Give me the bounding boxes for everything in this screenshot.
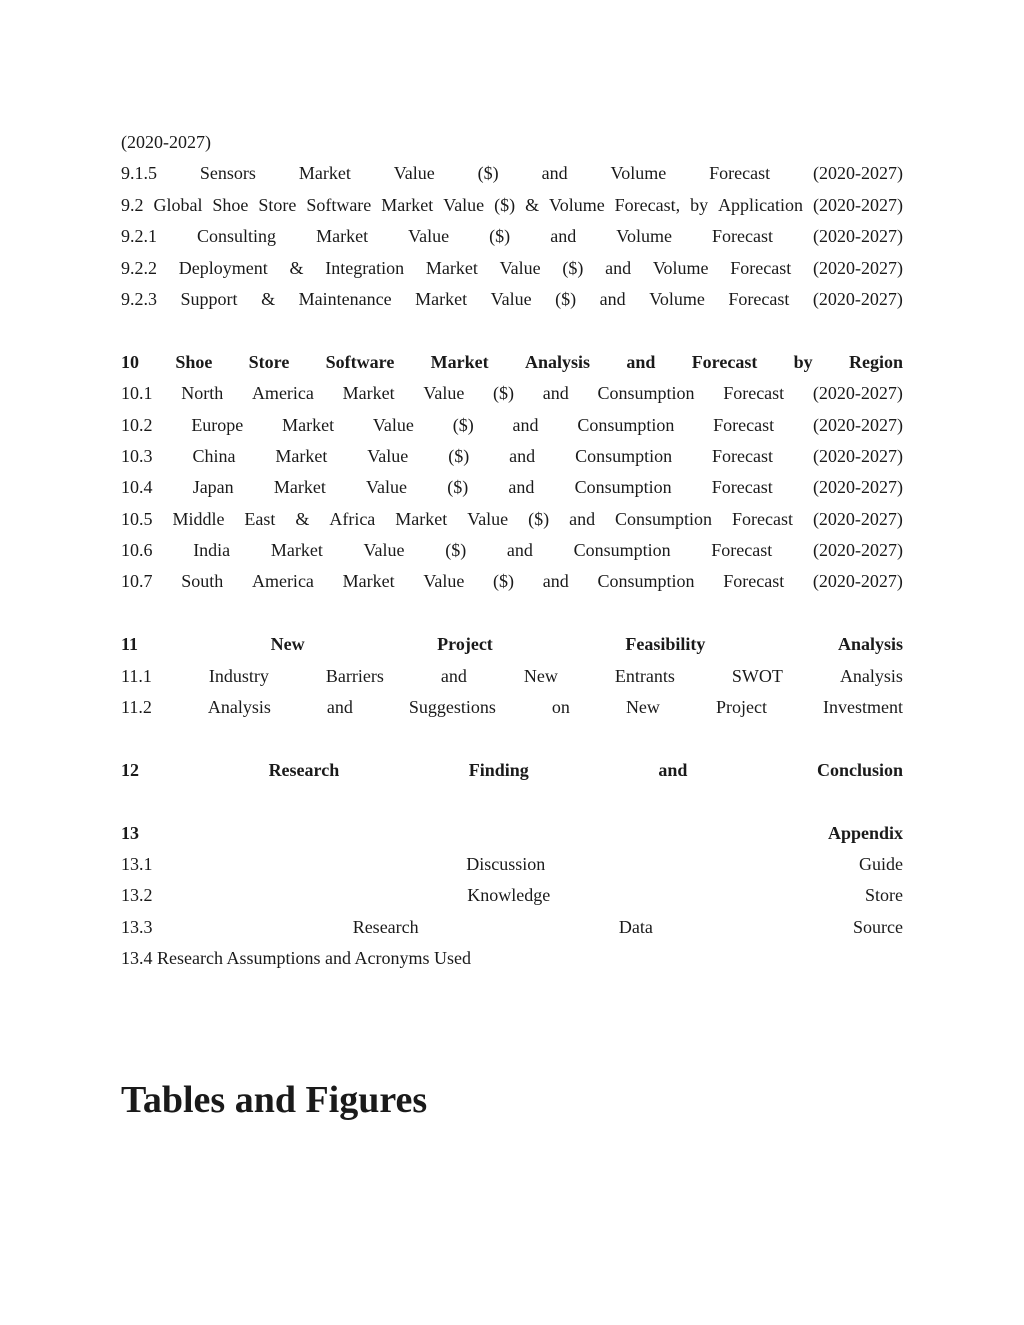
- toc-word: Suggestions: [408, 697, 496, 718]
- toc-word: and: [512, 414, 539, 435]
- toc-word: ($): [493, 571, 515, 592]
- toc-entry: [121, 221, 903, 252]
- toc-word: Value: [408, 226, 450, 247]
- toc-word: ($): [494, 194, 516, 215]
- toc-word: Maintenance: [298, 288, 392, 309]
- toc-word: Value: [423, 383, 465, 404]
- toc-word: ($): [489, 226, 511, 247]
- toc-word: (2020-2027): [813, 194, 903, 215]
- toc-word: Region: [849, 351, 903, 372]
- toc-word: 11.2: [121, 697, 152, 718]
- toc-word: and: [605, 257, 632, 278]
- toc-word: and: [541, 163, 568, 184]
- toc-word: Application: [718, 194, 804, 215]
- toc-word: (2020-2027): [812, 571, 903, 592]
- toc-word: 13.3: [121, 916, 153, 937]
- toc-word: Conclusion: [816, 759, 903, 780]
- toc-word: (2020-2027): [812, 540, 903, 561]
- toc-word: by: [793, 351, 813, 372]
- toc-word: Value: [393, 163, 435, 184]
- toc-word: Store: [248, 351, 290, 372]
- toc-word: Software: [325, 351, 395, 372]
- toc-word: Volume: [549, 194, 605, 215]
- toc-word: &: [289, 257, 304, 278]
- toc-word: Support: [180, 288, 238, 309]
- toc-word: Analysis: [839, 665, 903, 686]
- toc-word: and: [440, 665, 467, 686]
- toc-entry: [121, 661, 903, 692]
- toc-word: 10.1: [121, 383, 153, 404]
- toc-word: Market: [430, 351, 489, 372]
- toc-word: Volume: [652, 257, 709, 278]
- toc-word: Market: [415, 288, 468, 309]
- toc-word: Deployment: [178, 257, 268, 278]
- toc-entry: [121, 190, 903, 221]
- toc-word: ($): [555, 288, 577, 309]
- toc-word: Middle: [172, 508, 225, 529]
- toc-word: Consumption: [573, 540, 671, 561]
- toc-word: Forecast: [711, 477, 773, 498]
- toc-word: 10.5: [121, 508, 153, 529]
- toc-word: Consumption: [577, 414, 675, 435]
- toc-word: Forecast: [711, 226, 773, 247]
- toc-word: North: [181, 383, 224, 404]
- toc-word: 13.2: [121, 885, 153, 906]
- toc-chapter-heading: [121, 629, 903, 660]
- toc-word: 10.4: [121, 477, 153, 498]
- toc-word: Market: [298, 163, 351, 184]
- toc-word: &: [295, 508, 310, 529]
- toc-word: and: [506, 540, 533, 561]
- toc-word: Forecast: [709, 163, 771, 184]
- toc-word: Market: [275, 445, 328, 466]
- toc-word: Data: [618, 916, 653, 937]
- toc-word: (2020-2027): [812, 257, 903, 278]
- toc-word: Project: [715, 697, 767, 718]
- toc-word: Consumption: [597, 571, 695, 592]
- toc-word: Forecast: [732, 508, 793, 529]
- toc-word: Market: [381, 194, 434, 215]
- toc-word: Feasibility: [625, 634, 706, 655]
- toc-word: Market: [273, 477, 326, 498]
- toc-word: Value: [363, 540, 405, 561]
- toc-word: ($): [493, 383, 515, 404]
- toc-word: Forecast: [728, 288, 790, 309]
- toc-word: Value: [443, 194, 485, 215]
- toc-word: (2020-2027): [812, 383, 903, 404]
- toc-word: Discussion: [466, 853, 546, 874]
- toc-word: Shoe: [175, 351, 213, 372]
- toc-entry: [121, 253, 903, 284]
- toc-word: New: [523, 665, 558, 686]
- toc-word: 10.6: [121, 540, 153, 561]
- toc-word: and: [658, 759, 688, 780]
- toc-chapter-heading: [121, 755, 903, 786]
- toc-word: Sensors: [199, 163, 256, 184]
- toc-word: Market: [425, 257, 478, 278]
- toc-word: ($): [528, 508, 550, 529]
- toc-word: Shoe: [212, 194, 249, 215]
- toc-word: Forecast: [712, 445, 774, 466]
- toc-chapter-heading: [121, 818, 903, 849]
- toc-word: Store: [258, 194, 297, 215]
- toc-word: and: [626, 351, 656, 372]
- toc-word: &: [261, 288, 276, 309]
- toc-word: Project: [437, 634, 493, 655]
- toc-word: Investment: [822, 697, 903, 718]
- toc-entry: [121, 158, 903, 189]
- toc-word: Consumption: [574, 477, 672, 498]
- toc-word: Research: [352, 916, 419, 937]
- toc-word: ($): [448, 445, 470, 466]
- toc-entry: [121, 880, 903, 911]
- toc-word: 10.7: [121, 571, 153, 592]
- toc-word: 9.2.2: [121, 257, 157, 278]
- toc-word: Barriers: [325, 665, 384, 686]
- table-of-contents: [121, 127, 903, 975]
- toc-word: Appendix: [827, 822, 903, 843]
- toc-entry: [121, 692, 903, 723]
- toc-word: (2020-2027): [812, 477, 903, 498]
- toc-word: (2020-2027): [812, 414, 903, 435]
- toc-word: ($): [452, 414, 474, 435]
- toc-word: Forecast: [711, 540, 773, 561]
- toc-word: and: [569, 508, 596, 529]
- toc-word: Forecast,: [614, 194, 681, 215]
- toc-word: by: [690, 194, 709, 215]
- toc-word: (2020-2027): [121, 132, 211, 152]
- toc-word: on: [551, 697, 570, 718]
- toc-word: Source: [853, 916, 903, 937]
- toc-word: &: [525, 194, 540, 215]
- toc-word: Value: [467, 508, 509, 529]
- toc-word: Consumption: [597, 383, 695, 404]
- toc-entry: [121, 284, 903, 315]
- toc-word: (2020-2027): [812, 508, 903, 529]
- toc-word: Consulting: [197, 226, 277, 247]
- toc-word: and: [542, 571, 569, 592]
- blank-line: [121, 315, 903, 346]
- toc-word: 13: [121, 822, 139, 843]
- toc-entry: [121, 472, 903, 503]
- toc-entry: [121, 504, 903, 535]
- toc-word: Analysis: [837, 634, 903, 655]
- toc-word: Market: [270, 540, 323, 561]
- toc-word: Forecast: [730, 257, 792, 278]
- toc-word: Value: [423, 571, 465, 592]
- toc-word: ($): [477, 163, 499, 184]
- toc-word: and: [599, 288, 626, 309]
- toc-word: and: [508, 477, 535, 498]
- toc-word: 10.2: [121, 414, 153, 435]
- toc-word: Guide: [858, 853, 903, 874]
- toc-word: and: [550, 226, 577, 247]
- toc-word: Market: [342, 571, 395, 592]
- toc-word: New: [625, 697, 660, 718]
- toc-entry: [121, 566, 903, 597]
- toc-word: SWOT: [731, 665, 783, 686]
- toc-word: Forecast: [713, 414, 775, 435]
- toc-chapter-heading: [121, 347, 903, 378]
- toc-word: Forecast: [723, 383, 785, 404]
- toc-word: Africa: [329, 508, 376, 529]
- toc-word: 13.4 Research Assumptions and Acronyms Used: [121, 948, 471, 969]
- toc-entry: [121, 378, 903, 409]
- toc-word: (2020-2027): [812, 288, 903, 309]
- toc-word: Knowledge: [467, 885, 551, 906]
- toc-word: 12: [121, 759, 139, 780]
- blank-line: [121, 786, 903, 817]
- toc-word: and: [509, 445, 536, 466]
- toc-word: Software: [306, 194, 372, 215]
- toc-word: Market: [342, 383, 395, 404]
- toc-word: Analysis: [524, 351, 590, 372]
- toc-word: Forecast: [723, 571, 785, 592]
- toc-word: South: [181, 571, 224, 592]
- toc-word: Value: [490, 288, 532, 309]
- toc-word: Research: [268, 759, 340, 780]
- toc-word: Entrants: [614, 665, 675, 686]
- toc-word: 13.1: [121, 853, 153, 874]
- section-heading: Tables and Figures: [121, 1079, 428, 1121]
- toc-word: Global: [153, 194, 203, 215]
- toc-word: Analysis: [207, 697, 271, 718]
- toc-word: Finding: [468, 759, 529, 780]
- blank-line: [121, 723, 903, 754]
- toc-entry: [121, 441, 903, 472]
- toc-word: Value: [372, 414, 414, 435]
- toc-word: America: [251, 383, 314, 404]
- toc-word: China: [192, 445, 236, 466]
- toc-word: Industry: [208, 665, 269, 686]
- toc-entry: [121, 410, 903, 441]
- toc-word: Volume: [616, 226, 672, 247]
- toc-word: Market: [316, 226, 369, 247]
- toc-word: Volume: [610, 163, 667, 184]
- toc-word: 10.3: [121, 445, 153, 466]
- toc-word: 11: [121, 634, 139, 655]
- toc-entry: [121, 943, 903, 974]
- toc-word: 11.1: [121, 665, 152, 686]
- toc-entry: [121, 127, 903, 158]
- toc-entry: [121, 535, 903, 566]
- toc-word: East: [244, 508, 276, 529]
- toc-word: 9.2.1: [121, 226, 157, 247]
- toc-entry: [121, 912, 903, 943]
- toc-word: Store: [864, 885, 903, 906]
- toc-word: Value: [366, 477, 408, 498]
- toc-word: Europe: [191, 414, 244, 435]
- toc-word: Consumption: [615, 508, 713, 529]
- toc-word: (2020-2027): [813, 163, 903, 184]
- toc-entry: [121, 849, 903, 880]
- toc-word: (2020-2027): [812, 445, 903, 466]
- toc-word: India: [193, 540, 231, 561]
- toc-word: 10: [121, 351, 139, 372]
- toc-word: Market: [395, 508, 448, 529]
- toc-word: and: [542, 383, 569, 404]
- blank-line: [121, 598, 903, 629]
- toc-word: New: [270, 634, 305, 655]
- toc-word: and: [326, 697, 353, 718]
- toc-word: Integration: [325, 257, 405, 278]
- toc-word: ($): [445, 540, 467, 561]
- toc-word: 9.1.5: [121, 163, 157, 184]
- toc-word: Volume: [649, 288, 705, 309]
- toc-word: Consumption: [575, 445, 673, 466]
- toc-word: Japan: [192, 477, 234, 498]
- toc-word: ($): [562, 257, 584, 278]
- toc-word: America: [251, 571, 314, 592]
- toc-word: Value: [367, 445, 409, 466]
- toc-word: ($): [447, 477, 469, 498]
- toc-word: 9.2: [121, 194, 144, 215]
- toc-word: Forecast: [691, 351, 758, 372]
- toc-word: Value: [499, 257, 541, 278]
- toc-word: 9.2.3: [121, 288, 157, 309]
- toc-word: (2020-2027): [813, 226, 903, 247]
- toc-word: Market: [282, 414, 335, 435]
